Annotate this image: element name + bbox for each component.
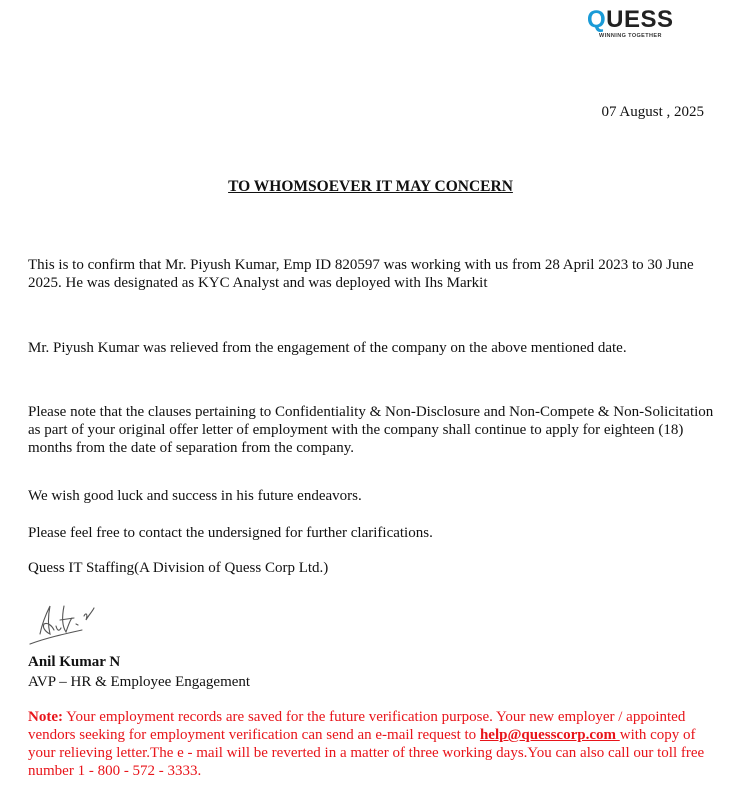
contact-paragraph: Please feel free to contact the undersigned for further clarifications.: [28, 525, 433, 541]
support-email-link[interactable]: help@quesscorp.com: [479, 727, 620, 743]
logo-rest-letters: UESS: [606, 6, 674, 33]
company-logo: [587, 8, 687, 44]
letter-title: TO WHOMSOEVER IT MAY CONCERN: [228, 178, 513, 195]
company-division-line: Quess IT Staffing(A Division of Quess Corp Ltd.): [28, 560, 329, 576]
note-label: Note:: [28, 709, 63, 725]
logo-q-letter: Q: [587, 6, 607, 33]
signatory-name: Anil Kumar N: [28, 654, 121, 670]
note-text-after-link: with copy of your relieving letter.The e - mail will be reverted in a matter of three working days.You can also call our toll free number 1 - 800 - 572 - 3333.: [28, 727, 705, 779]
relieved-paragraph: Mr. Piyush Kumar was relieved from the engagement of the company on the above mentioned date.: [28, 340, 627, 356]
good-wishes-paragraph: We wish good luck and success in his future endeavors.: [28, 488, 362, 504]
logo-tagline: WINNING TOGETHER: [599, 33, 662, 39]
note-text-before-link: Your employment records are saved for the future verification purpose. Your new employer / appointed vendors seeking for employment verification can send an e-mail request to: [28, 709, 686, 743]
confidentiality-clause-paragraph: Please note that the clauses pertaining to Confidentiality & Non-Disclosure and Non-Compete & Non-Solicitation as part of your original offer letter of employment with the company shall continue to apply for eighteen (18) months from the date of separation from the company.: [28, 404, 714, 456]
letter-date: 07 August , 2025: [601, 104, 704, 120]
signature-image: [26, 598, 106, 648]
logo-wordmark: [587, 8, 687, 32]
verification-note: [28, 708, 718, 780]
signatory-designation: AVP – HR & Employee Engagement: [28, 674, 251, 690]
employment-confirmation-paragraph: This is to confirm that Mr. Piyush Kumar, Emp ID 820597 was working with us from 28 April 2023 to 30 June 2025. He was designated as KYC Analyst and was deployed with Ihs Markit: [28, 257, 694, 291]
